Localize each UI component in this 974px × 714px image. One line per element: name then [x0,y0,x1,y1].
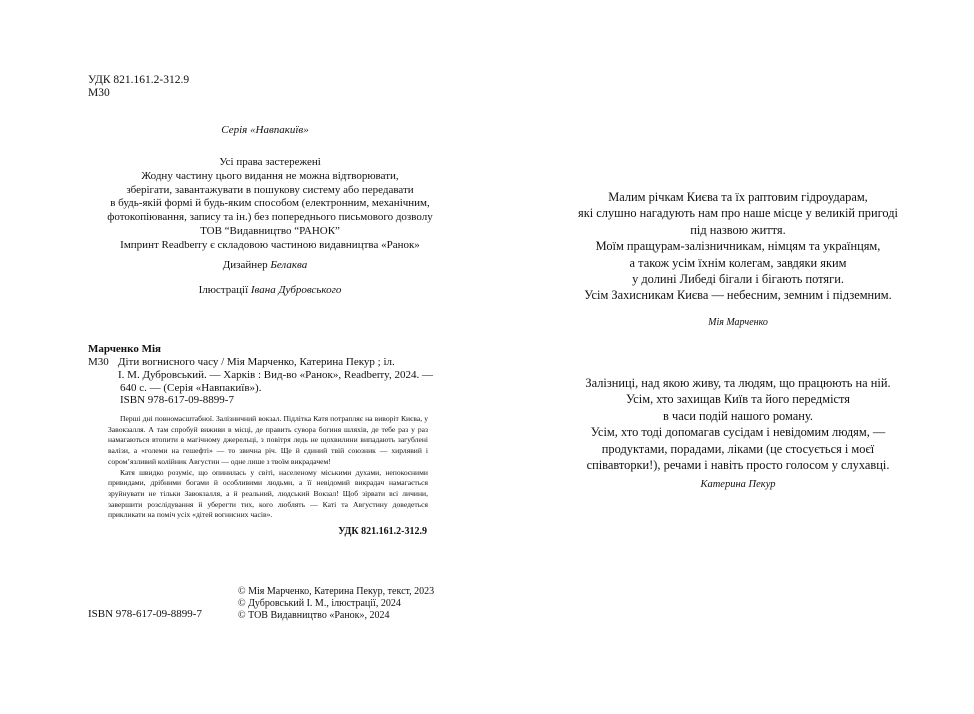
catalog-line: І. М. Дубровський. — Харків : Вид-во «Ранок», Readberry, 2024. — [118,368,433,381]
rights-line: ТОВ “Видавництво “РАНОК” [200,224,340,237]
illustrator-name: Івана Дубровського [250,284,342,296]
dedication-line: продуктами, порадами, ліками (це стосується і моєї [601,441,875,456]
dedication-line: співавторки!), речами і навіть просто голосом у слухавці. [586,458,890,473]
dedication-line: Усім Захисникам Києва — небесним, земним і підземним. [584,288,892,303]
dedication-line: Малим річкам Києва та їх раптовим гідроударам, [608,190,868,204]
copyright-line: © Мія Марченко, Катерина Пекур, текст, 2023 [238,586,435,597]
rights-notice [70,156,470,253]
udk-code: УДК 821.161.2-312.9 [88,74,190,86]
catalog-author: Марченко Мія [88,343,161,355]
copyright-block [238,586,434,621]
catalog-marker: М30 [88,356,109,368]
dedication-line: Моїм пращурам-залізничникам, німцям та українцям, [595,239,881,254]
annotation [108,414,428,521]
udk-block [88,74,189,100]
dedication-line: під назвою життя. [690,222,786,237]
rights-line: Імпринт Readberry є складовою частиною видавництва «Ранок» [120,238,420,251]
designer-name: Белаква [270,259,308,271]
dedication-line: Усім, хто тоді допомагав сусідам і невідомим людям, — [590,425,886,440]
signature-second: Катерина Пекур [700,479,776,490]
isbn: ISBN 978-617-09-8899-7 [88,608,202,620]
illustrations-label: Ілюстрації [198,284,251,296]
copyright-line: © Дубровський І. М., ілюстрації, 2024 [238,597,401,609]
udk-bottom: УДК 821.161.2-312.9 [338,526,427,537]
designer-label: Дизайнер [222,259,271,271]
designer-credit [120,259,410,271]
annotation-paragraph: Катя швидко розуміє, що опинилась у світі, населеному міськими духами, непокоєними привидами, дрібними богами й особливими людьми, а її невідомий викрадач намагається зруйнувати не тільки Завокзалля, а й реальний, людський Вокзал! Щоб зірвати всі личини, завершити розслідування й уберегти тих, кого люблять — Каті та Августину доведеться прикликати на поміч усіх «дітей вогнисних часів». [108,467,428,520]
catalog-line: 640 с. — (Серія «Навпакиїв»). [120,381,262,394]
rights-line: Жодну частину цього видання не можна відтворювати, [141,169,399,182]
catalog-description [118,356,436,407]
dedication-line: в часи подій нашого роману. [663,408,813,423]
index-code: М30 [88,87,110,99]
illustrations-credit [100,284,440,296]
rights-line: Усі права застережені [219,156,321,168]
rights-line: в будь-якій формі й будь-яким способом (електронним, механічним, [110,197,430,210]
rights-line: зберігати, завантажувати в пошукову систему або передавати [126,183,414,196]
signature-first: Мія Марченко [708,317,768,328]
dedication-line: які слушно нагадують нам про наше місце у великій пригоді [578,206,898,221]
dedication-line: а також усім їхнім колегам, завдяки яким [629,255,847,270]
annotation-paragraph: Перші дні повномасштабної. Залізничний вокзал. Підлітка Катя потрапляє на виворіт Києва, у Завокзалля. А там спробуй виживи в місці, де править сувора богиня шляхів, де тебе раз у раз намагаються втопити в магічному джерельці, з повітря ледь не щохвилини випадають загублені валізи, а «големи на гешефті» — то звична річ. Ще й єдиний твій союзник — хирлявий і сором’язливий колійник Августин — одне лише з твоїм викрадачем! [108,414,428,466]
dedication-first [535,189,941,304]
copyright-line: © ТОВ Видавництво «Ранок», 2024 [238,609,390,621]
catalog-isbn: ISBN 978-617-09-8899-7 [120,394,234,407]
dedication-line: Залізниці, над якою живу, та людям, що працюють на ній. [585,376,891,390]
dedication-second [535,375,941,473]
series-label: Серія «Навпакиїв» [221,124,309,136]
rights-line: фотокопіювання, запису та ін.) без попереднього письмового дозволу [107,211,433,224]
dedication-line: Усім, хто захищав Київ та його передмістя [626,392,850,407]
dedication-line: у долині Либеді бігали і бігають потяги. [632,272,844,287]
catalog-line: Діти вогнисного часу / Мія Марченко, Катерина Пекур ; іл. [118,356,395,368]
